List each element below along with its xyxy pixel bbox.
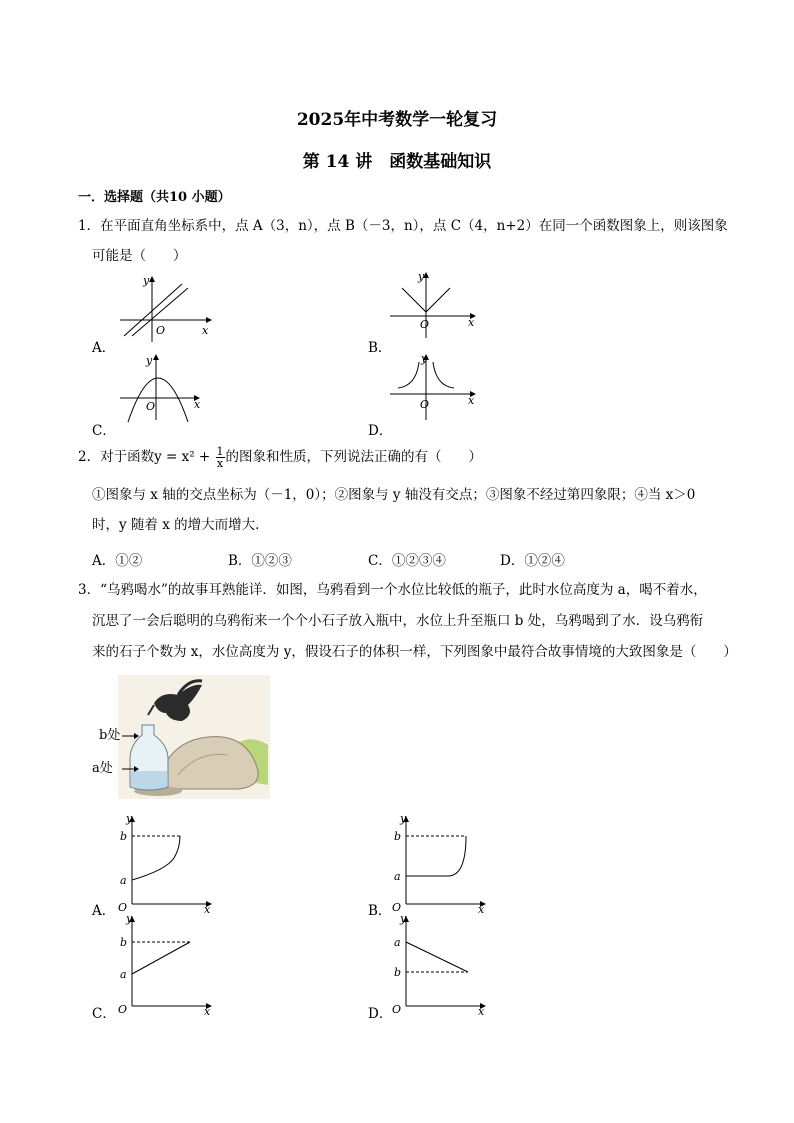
q2-option-c: C．①②③④ bbox=[368, 553, 446, 569]
q3-option-b: B． bbox=[368, 903, 392, 919]
q1-graph-c bbox=[118, 352, 218, 424]
svg-text:x: x bbox=[202, 324, 209, 337]
q1-option-a: A． bbox=[92, 340, 116, 356]
svg-text:O: O bbox=[118, 901, 128, 914]
q2-line2: ①图象与 x 轴的交点坐标为（－1，0）；②图象与 y 轴没有交点；③图象不经过第四象限；④当 x＞0 bbox=[92, 487, 696, 503]
svg-text:y: y bbox=[418, 270, 425, 283]
svg-text:y: y bbox=[126, 914, 133, 925]
svg-text:y: y bbox=[400, 814, 407, 825]
document-title: 2025年中考数学一轮复习 bbox=[296, 110, 498, 130]
svg-text:y: y bbox=[143, 274, 150, 287]
svg-text:O: O bbox=[146, 400, 156, 413]
svg-text:x: x bbox=[468, 316, 475, 329]
svg-text:a: a bbox=[120, 874, 127, 887]
svg-text:x: x bbox=[468, 394, 475, 407]
pointer-arrows bbox=[120, 728, 140, 778]
q2-option-a: A．①② bbox=[92, 553, 143, 569]
q1-option-b: B． bbox=[368, 340, 392, 356]
q2-option-b: B．①②③ bbox=[228, 553, 292, 569]
svg-text:O: O bbox=[420, 398, 430, 411]
q3-line3: 来的石子个数为 x，水位高度为 y，假设石子的体积一样，下列图象中最符合故事情境的大致图象是（ ） bbox=[92, 644, 737, 660]
q2-option-d: D．①②④ bbox=[500, 553, 565, 569]
q2-line3: 时，y 随着 x 的增大而增大． bbox=[92, 517, 269, 533]
q1-graph-b bbox=[388, 270, 488, 342]
label-a-position: a处 bbox=[92, 761, 113, 776]
label-b-position: b处 bbox=[99, 728, 121, 743]
q2-line1 bbox=[78, 446, 482, 469]
svg-text:b: b bbox=[394, 966, 402, 979]
q3-graph-b bbox=[386, 814, 496, 914]
svg-text:b: b bbox=[394, 830, 402, 843]
svg-text:x: x bbox=[194, 398, 201, 411]
q1-graph-d bbox=[388, 352, 488, 424]
svg-text:O: O bbox=[156, 324, 166, 337]
crow-bottle-illustration bbox=[118, 675, 270, 799]
q1-graph-a bbox=[118, 274, 218, 346]
svg-text:O: O bbox=[392, 1003, 402, 1016]
q3-line2: 沉思了一会后聪明的乌鸦衔来一个个小石子放入瓶中，水位上升至瓶口 b 处，乌鸦喝到了水．设乌鸦衔 bbox=[92, 613, 704, 629]
q3-option-d: D． bbox=[368, 1006, 393, 1022]
svg-text:b: b bbox=[120, 936, 128, 949]
svg-text:x: x bbox=[478, 1005, 485, 1016]
q1-line2: 可能是（ ） bbox=[92, 248, 187, 264]
svg-text:y: y bbox=[421, 352, 428, 365]
svg-text:y: y bbox=[126, 814, 133, 825]
svg-text:x: x bbox=[204, 903, 211, 914]
q2-suffix: 的图象和性质，下列说法正确的有（ ） bbox=[225, 449, 483, 465]
section-heading: 一．选择题（共10 小题） bbox=[78, 190, 231, 205]
q1-option-c: C． bbox=[92, 423, 116, 439]
svg-text:a: a bbox=[394, 936, 401, 949]
svg-text:a: a bbox=[120, 968, 127, 981]
svg-text:x: x bbox=[204, 1005, 211, 1016]
svg-text:O: O bbox=[392, 901, 402, 914]
lecture-title: 第 14 讲 函数基础知识 bbox=[302, 152, 492, 172]
q1-line1: 1．在平面直角坐标系中，点 A（3，n），点 B（－3，n），点 C（4，n+2）在同一个函数图象上，则该图象 bbox=[78, 218, 728, 234]
q3-option-c: C． bbox=[92, 1006, 116, 1022]
q3-option-a: A． bbox=[92, 903, 116, 919]
svg-text:x: x bbox=[478, 903, 485, 914]
svg-text:a: a bbox=[394, 870, 401, 883]
q2-fraction: $\frac{1}{x}$ bbox=[216, 445, 224, 470]
svg-text:O: O bbox=[118, 1003, 128, 1016]
q2-prefix: 2．对于函数y = x² + bbox=[78, 449, 215, 465]
q1-option-d: D． bbox=[368, 423, 393, 439]
svg-text:y: y bbox=[146, 354, 153, 367]
svg-text:b: b bbox=[120, 830, 128, 843]
svg-text:y: y bbox=[400, 914, 407, 925]
q3-graph-d bbox=[386, 914, 496, 1016]
q3-graph-c bbox=[112, 914, 222, 1016]
svg-text:O: O bbox=[420, 318, 430, 331]
q3-graph-a bbox=[112, 814, 222, 914]
q3-line1: 3．“乌鸦喝水”的故事耳熟能详．如图，乌鸦看到一个水位比较低的瓶子，此时水位高度为 a，喝不着水， bbox=[78, 582, 707, 598]
